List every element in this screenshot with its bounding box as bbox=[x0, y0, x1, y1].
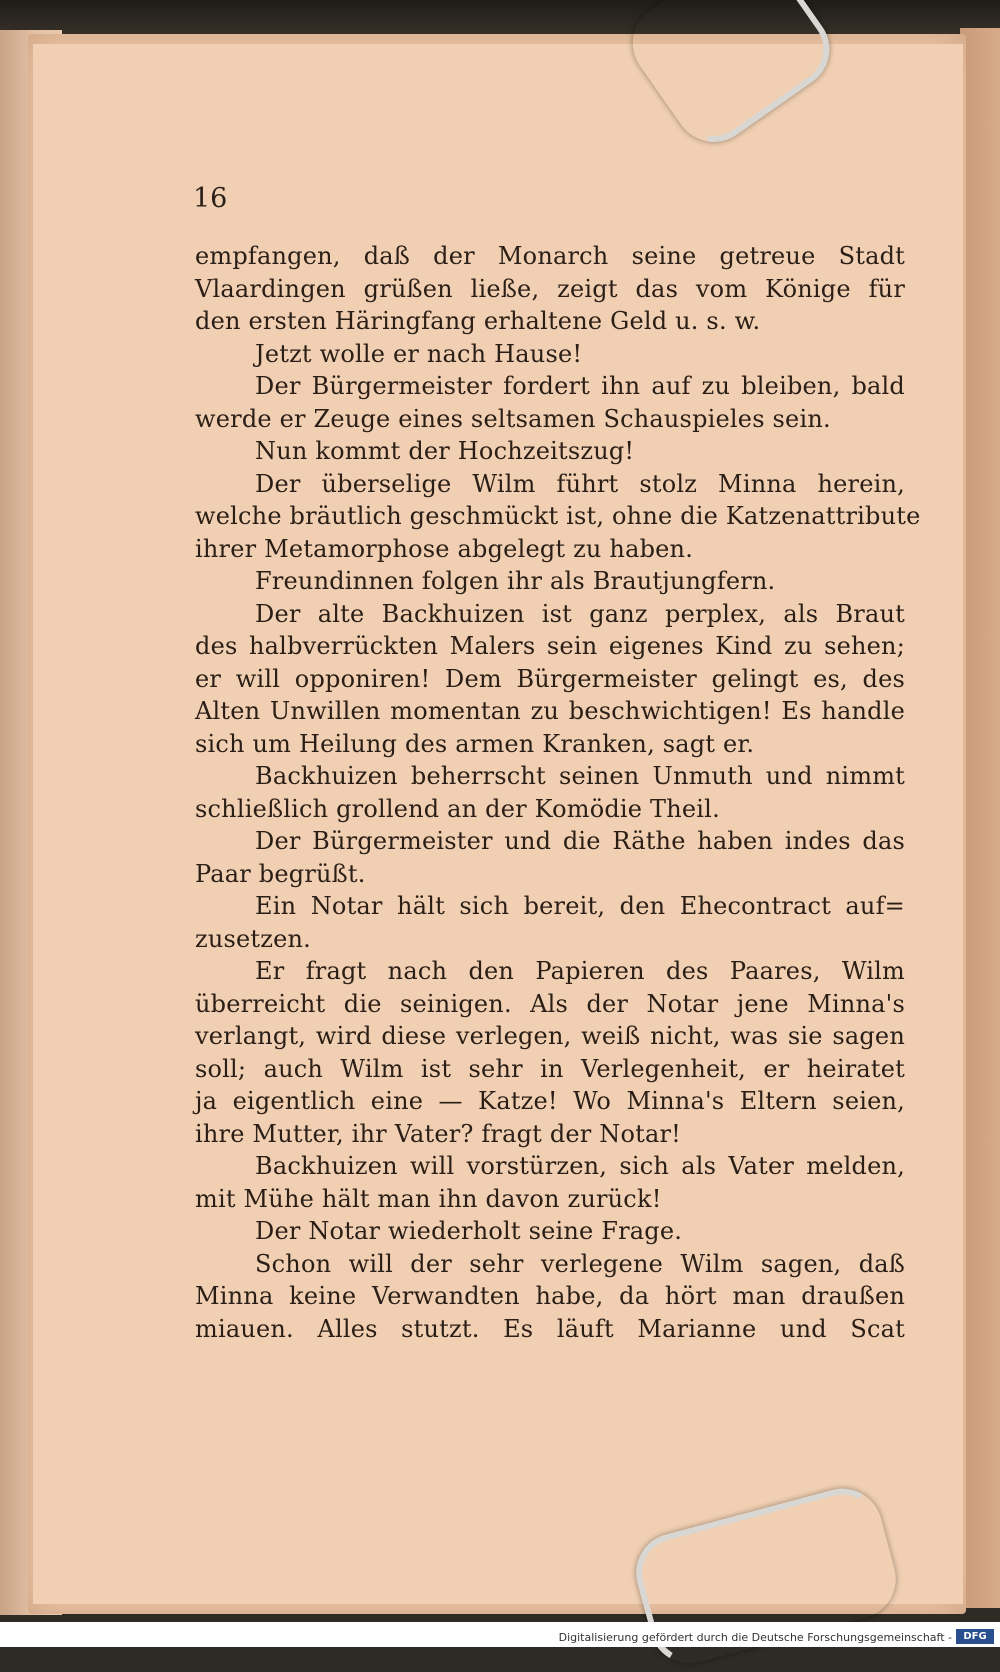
text-line: er will opponiren! Dem Bürgermeister gelingt es, des bbox=[195, 664, 905, 693]
text-line: Paar begrüßt. bbox=[195, 859, 366, 888]
text-line: ihrer Metamorphose abgelegt zu haben. bbox=[195, 534, 694, 563]
text-line: empfangen, daß der Monarch seine getreue Stadt bbox=[195, 242, 905, 270]
text-line: Schon will der sehr verlegene Wilm sagen, daß bbox=[255, 1249, 905, 1278]
digitization-credit: Digitalisierung gefördert durch die Deutsche Forschungsgemeinschaft - bbox=[558, 1631, 952, 1644]
text-line: Jetzt wolle er nach Hause! bbox=[255, 339, 583, 368]
text-line: Backhuizen beherrscht seinen Unmuth und nimmt bbox=[255, 762, 905, 790]
text-line: Backhuizen will vorstürzen, sich als Vater melden, bbox=[255, 1152, 905, 1180]
text-line: schließlich grollend an der Komödie Theil. bbox=[195, 794, 720, 823]
text-line: Freundinnen folgen ihr als Brautjungfern. bbox=[255, 567, 776, 595]
text-line: zusetzen. bbox=[195, 924, 311, 953]
text-line: soll; auch Wilm ist sehr in Verlegenheit, er heiratet bbox=[195, 1054, 905, 1083]
text-line: des halbverrückten Malers sein eigenes Kind zu sehen; bbox=[195, 632, 905, 660]
text-line: überreicht die seinigen. Als der Notar jene Minna's bbox=[195, 989, 905, 1018]
page-number: 16 bbox=[193, 183, 228, 214]
text-line: verlangt, wird diese verlegen, weiß nicht, was sie sagen bbox=[195, 1022, 905, 1050]
text-line: Der alte Backhuizen ist ganz perplex, als Braut bbox=[255, 599, 905, 628]
text-line: Der Notar wiederholt seine Frage. bbox=[255, 1217, 683, 1245]
body-text bbox=[195, 240, 921, 1345]
text-line: sich um Heilung des armen Kranken, sagt er. bbox=[195, 729, 755, 758]
dfg-logo: DFG bbox=[956, 1629, 994, 1644]
text-line: Er fragt nach den Papieren des Paares, Wilm bbox=[255, 957, 905, 985]
text-line: ja eigentlich eine — Katze! Wo Minna's Eltern seien, bbox=[195, 1087, 905, 1115]
text-line: Der überselige Wilm führt stolz Minna herein, bbox=[255, 469, 905, 498]
text-line: Vlaardingen grüßen ließe, zeigt das vom Könige für bbox=[195, 274, 905, 303]
text-line: miauen. Alles stutzt. Es läuft Marianne und Scat bbox=[195, 1314, 905, 1343]
adjacent-page-edge bbox=[960, 28, 1000, 1608]
text-line: Der Bürgermeister fordert ihn auf zu bleiben, bald bbox=[255, 372, 905, 400]
text-line: welche bräutlich geschmückt ist, ohne die Katzenattribute bbox=[195, 502, 921, 530]
text-line: Nun kommt der Hochzeitszug! bbox=[255, 437, 635, 465]
text-line: Alten Unwillen momentan zu beschwichtigen! Es handle bbox=[195, 697, 905, 725]
text-line: Minna keine Verwandten habe, da hört man draußen bbox=[195, 1282, 905, 1310]
text-line: ihre Mutter, ihr Vater? fragt der Notar! bbox=[195, 1119, 682, 1148]
text-line: den ersten Häringfang erhaltene Geld u. s. w. bbox=[195, 307, 761, 335]
text-line: Ein Notar hält sich bereit, den Ehecontract auf= bbox=[255, 892, 905, 920]
text-line: werde er Zeuge eines seltsamen Schauspieles sein. bbox=[195, 404, 831, 433]
text-line: Der Bürgermeister und die Räthe haben indes das bbox=[255, 827, 905, 855]
text-line: mit Mühe hält man ihn davon zurück! bbox=[195, 1184, 662, 1213]
